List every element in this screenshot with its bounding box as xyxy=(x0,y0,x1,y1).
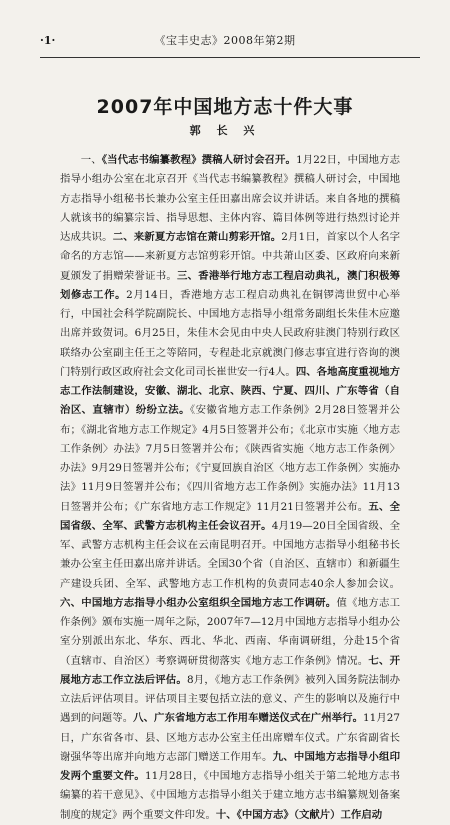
header-rule xyxy=(40,57,420,58)
body-sentence: 一、 xyxy=(80,154,102,166)
article-title: 2007年中国地方志十件大事 xyxy=(96,96,354,118)
journal-issue: 《宝丰史志》2008年第2期 xyxy=(154,34,296,47)
article-body xyxy=(60,151,400,825)
body-sentence: 《安徽省地方志工作条例》2月28日签署并公布；《湖北省地方志工作规定》4月5日签署并公布；《北京市实施〈地方志工作条例〉办法》7月5日签署并公布；《陕西省实施〈地方志工作条例〉办法》9月29日签署并公布；《宁夏回族自治区〈地方志工作条例〉实施办法》11月9日签署并公布；《四川省地方志工作条例》实施办法》11月13日签署并公布；《广东省地方志工作规定》11月21日签署并公布。 xyxy=(60,404,400,513)
section-heading: 八、广东省地方志工作用车赠送仪式在广州举行。 xyxy=(133,712,364,725)
body-sentence: 11月27日，广东省各市、县、区地方志办公室主任出席赠车仪式。广东省副省长谢强华等出席并向地方志部门赠送工作用车。 xyxy=(60,712,400,763)
section-heading: 六、中国地方志指导小组办公室组织全国地方志工作调研。 xyxy=(60,596,337,609)
body-sentence: 4月19—20日全国省级、全军、武警方志机构主任会议在云南昆明召开。中国地方志指导小组秘书长兼办公室主任田嘉出席并讲话。全国30个省（自治区、直辖市）和新疆生产建设兵团、全军、武警地方志工作机构的负责同志40余人参加会议。 xyxy=(60,519,400,590)
section-heading: 三、香港举行地方志工程启动典礼，澳门积极筹划修志工作。 xyxy=(60,269,401,301)
section-heading: 五、全国省级、全军、武警方志机构主任会议召开。 xyxy=(60,500,401,532)
section-heading: 十、《中国方志》（文献片）工作启动 xyxy=(215,808,383,821)
body-sentence: 值《地方志工作条例》颁布实施一周年之际，2007年7—12月中国地方志指导小组办公室分别派出东北、华东、西北、华北、西南、华南调研组，分赴15个省（直辖市、自治区）考察调研贯彻落实《地方志工作条例》情况。 xyxy=(60,596,401,667)
section-heading: 七、开展地方志工作立法后评估。 xyxy=(60,654,400,686)
body-sentence: 11月28日，《中国地方志指导小组关于第二轮地方志书编纂的若干意见》、《中国地方志指导小组关于建立地方志书编纂规划备案制度的规定》两个重要文件印发。 xyxy=(60,770,401,821)
body-sentence: 2月14日，香港地方志工程启动典礼在铜锣湾世贸中心举行，中国社会科学院副院长、中国地方志指导小组常务副组长朱佳木应邀出席并致贺词。6月25日，朱佳木会见由中央人民政府驻澳门特别行政区联络办公室副主任王之等陪同，专程赴北京就澳门修志事宜进行咨询的澳门特别行政区政府社会文化司司长崔世安一行4人。 xyxy=(60,288,400,378)
running-head xyxy=(0,30,450,50)
section-heading: 九、中国地方志指导小组印发两个重要文件。 xyxy=(60,750,401,782)
body-sentence: 1月22日，中国地方志指导小组办公室在北京召开《当代志书编纂教程》撰稿人研讨会，中国地方志指导小组秘书长兼办公室主任田嘉出席会议并讲话。来自各地的撰稿人就该书的编纂宗旨、指导思想、主体内容、篇目体例等进行热烈讨论并达成共识。 xyxy=(60,154,400,243)
section-heading: 四、各地高度重视地方志工作法制建设，安徽、湖北、北京、陕西、宁夏、四川、广东等省（自治区、直辖市）纷纷立法。 xyxy=(60,365,400,417)
page-number: ·1· xyxy=(40,34,56,47)
section-heading: 二、来新夏方志馆在萧山剪彩开馆。 xyxy=(112,231,282,243)
body-sentence: 2月1日，首家以个人名字命名的方志馆——来新夏方志馆剪彩开馆。中共萧山区委、区政府向来新夏颁发了捐赠荣誉证书。 xyxy=(60,231,400,282)
article-author: 郭 长 兴 xyxy=(189,124,261,137)
body-sentence: 8月，《地方志工作条例》被列入国务院法制办立法后评估项目。评估项目主要包括立法的意义、产生的影响以及施行中遇到的问题等。 xyxy=(60,673,400,725)
section-heading: 《当代志书编纂教程》撰稿人研讨会召开。 xyxy=(101,154,297,166)
